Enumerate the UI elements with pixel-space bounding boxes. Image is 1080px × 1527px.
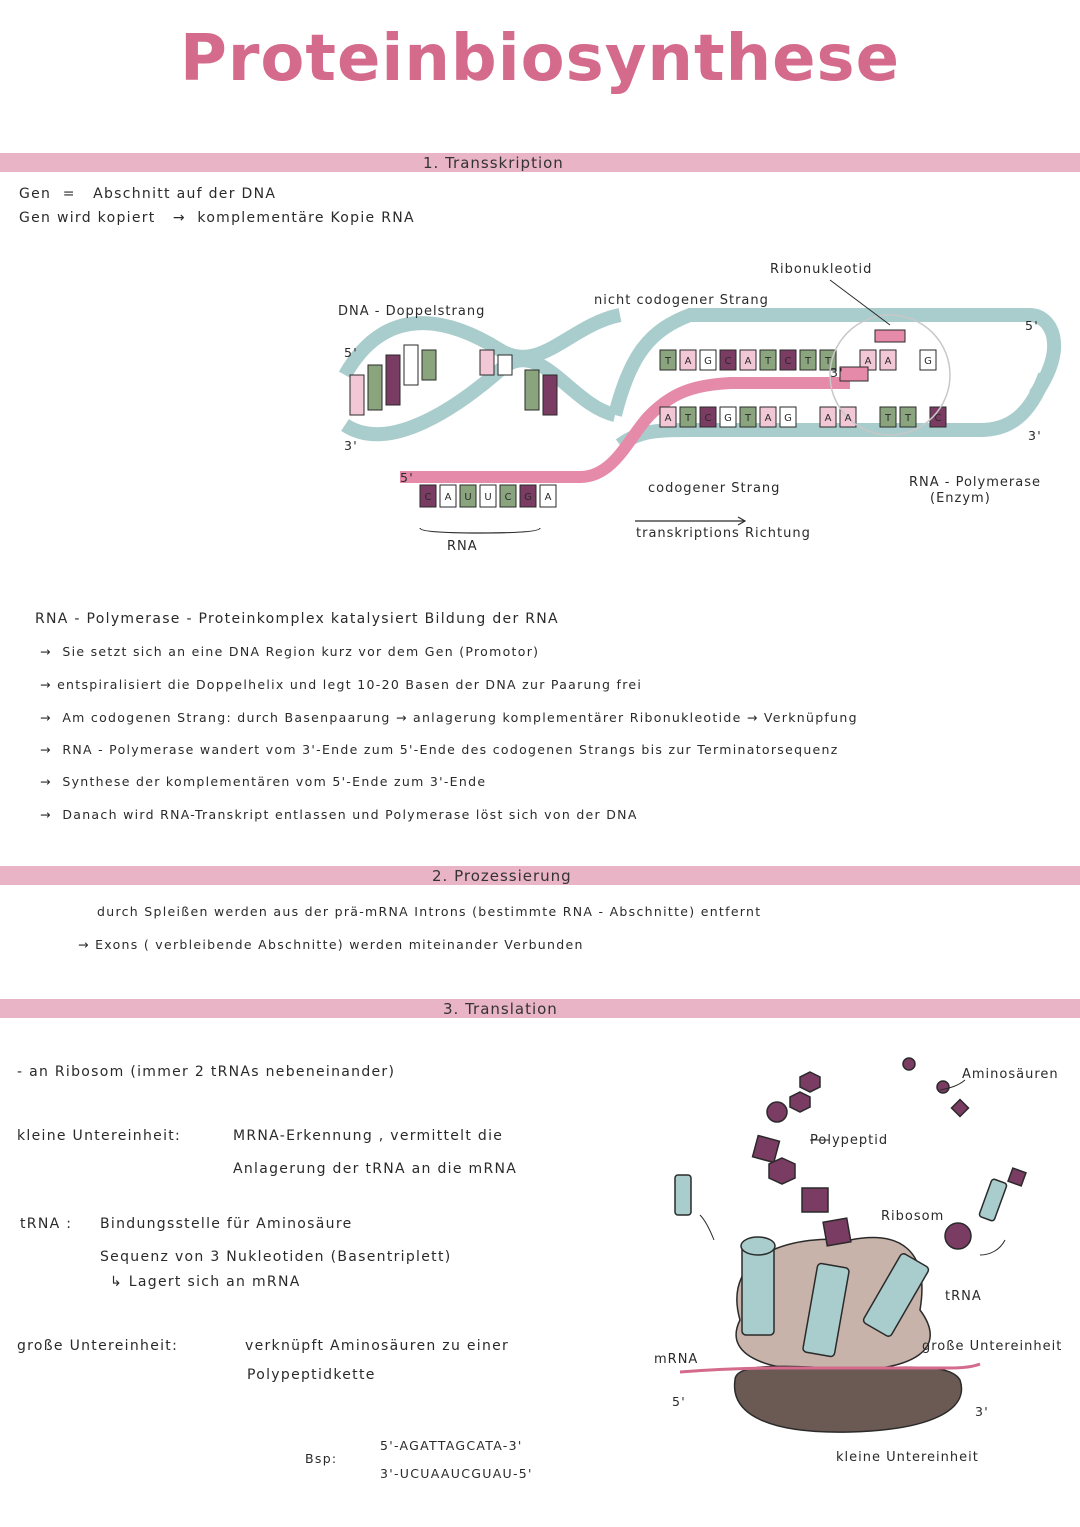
transcription-head: RNA - Polymerase - Proteinkomplex katalysiert Bildung der RNA: [35, 611, 559, 627]
intro-line-2: Gen wird kopiert → komplementäre Kopie RNA: [19, 210, 415, 226]
bottom-base-letter: T: [684, 413, 692, 424]
transcription-item: → Am codogenen Strang: durch Basenpaarung → anlagerung komplementärer Ribonukleotide → Verknüpfung: [40, 710, 858, 725]
trna-label: tRNA :: [20, 1216, 73, 1232]
section-title-prozessierung: 2. Prozessierung: [432, 867, 572, 885]
top-base-letter: T: [804, 356, 812, 367]
top-base-letter: C: [784, 356, 792, 367]
label-ribosom: Ribosom: [881, 1209, 945, 1224]
klein-line-2: Anlagerung der tRNA an die mRNA: [233, 1161, 518, 1177]
label-aminosaeuren: Aminosäuren: [962, 1067, 1059, 1082]
top-base-letter: T: [764, 356, 772, 367]
label-kleine-untereinheit: kleine Untereinheit: [836, 1450, 979, 1465]
bsp-line-1: 5'-AGATTAGCATA-3': [380, 1438, 523, 1453]
top-base-letter: G: [704, 356, 712, 367]
rna-base-letter: U: [484, 492, 492, 503]
top-base-letter: G: [924, 356, 932, 367]
bottom-base-letter: T: [744, 413, 752, 424]
trna-line-2: Sequenz von 3 Nukleotiden (Basentriplett): [100, 1249, 452, 1265]
top-base-letter: T: [664, 356, 672, 367]
page-title: Proteinbiosynthese: [179, 22, 901, 96]
ribosome-diagram: [650, 1050, 1070, 1490]
translation-ribosom: - an Ribosom (immer 2 tRNAs nebeneinander): [17, 1064, 396, 1080]
label-trna: tRNA: [945, 1289, 982, 1304]
bsp-line-2: 3'-UCUAAUCGUAU-5': [380, 1466, 533, 1481]
section-title-translation: 3. Translation: [443, 1000, 558, 1018]
gross-line-1: verknüpft Aminosäuren zu einer: [245, 1338, 510, 1354]
bottom-base-letter: T: [884, 413, 892, 424]
bottom-base-letter: C: [934, 413, 942, 424]
rna-base-letter: C: [424, 492, 432, 503]
label-codogener-strang: codogener Strang: [648, 481, 781, 496]
label-5-left: 5': [344, 345, 358, 360]
rna-base-letter: U: [464, 492, 472, 503]
top-base-letter: A: [744, 356, 752, 367]
top-base-letter: A: [864, 356, 872, 367]
gross-label: große Untereinheit:: [17, 1338, 179, 1354]
bottom-base-letter: A: [764, 413, 772, 424]
transcription-item: → Synthese der komplementären vom 5'-Ende zum 3'-Ende: [40, 774, 487, 789]
label-mrna: mRNA: [654, 1352, 699, 1367]
label-3-mid: 3': [830, 365, 844, 380]
label-rna: RNA: [447, 539, 478, 554]
rna-base-letter: A: [444, 492, 452, 503]
top-base-letter: C: [724, 356, 732, 367]
rna-base-letter: G: [524, 492, 532, 503]
processing-line-1: durch Spleißen werden aus der prä-mRNA Introns (bestimmte RNA - Abschnitte) entfernt: [97, 904, 762, 919]
label-nicht-codogener-strang: nicht codogener Strang: [594, 293, 769, 308]
bottom-base-letter: A: [664, 413, 672, 424]
rna-base-letter: A: [544, 492, 552, 503]
gross-line-2: Polypeptidkette: [247, 1367, 376, 1383]
label-ribonukleotid: Ribonukleotid: [770, 262, 873, 277]
klein-line-1: MRNA-Erkennung , vermittelt die: [233, 1128, 504, 1144]
trna-line-1: Bindungsstelle für Aminosäure: [100, 1216, 353, 1232]
label-enzym: (Enzym): [930, 491, 991, 506]
bottom-base-letter: T: [904, 413, 912, 424]
section-title-transkription: 1. Transskription: [423, 154, 564, 172]
label-rna-polymerase: RNA - Polymerase: [909, 475, 1041, 490]
transcription-item: → Sie setzt sich an eine DNA Region kurz vor dem Gen (Promotor): [40, 644, 540, 659]
top-base-letter: A: [884, 356, 892, 367]
label-3-right: 3': [1028, 428, 1042, 443]
trna-line-3: ↳ Lagert sich an mRNA: [110, 1274, 301, 1290]
transcription-item: → RNA - Polymerase wandert vom 3'-Ende zum 5'-Ende des codogenen Strangs bis zur Terminatorsequenz: [40, 742, 839, 757]
klein-label: kleine Untereinheit:: [17, 1128, 182, 1144]
label-5-rna: 5': [400, 470, 414, 485]
top-base-letter: T: [824, 356, 832, 367]
label-polypeptid: Polypeptid: [810, 1133, 889, 1148]
label-dna-doppelstrang: DNA - Doppelstrang: [338, 304, 486, 319]
top-base-letter: A: [684, 356, 692, 367]
rna-base-letter: C: [504, 492, 512, 503]
label-transkriptions-richtung: transkriptions Richtung: [636, 526, 811, 541]
label-ribosome-3: 3': [975, 1404, 989, 1419]
processing-line-2: → Exons ( verbleibende Abschnitte) werden miteinander Verbunden: [78, 937, 584, 952]
bottom-base-letter: A: [844, 413, 852, 424]
transcription-item: → Danach wird RNA-Transkript entlassen und Polymerase löst sich von der DNA: [40, 807, 638, 822]
bottom-base-letter: A: [824, 413, 832, 424]
transcription-item: → entspiralisiert die Doppelhelix und legt 10-20 Basen der DNA zur Paarung frei: [40, 677, 643, 692]
label-3-left: 3': [344, 438, 358, 453]
label-5-right: 5': [1025, 318, 1039, 333]
bottom-base-letter: G: [724, 413, 732, 424]
intro-line-1: Gen = Abschnitt auf der DNA: [19, 186, 277, 202]
bottom-base-letter: C: [704, 413, 712, 424]
bsp-label: Bsp:: [305, 1451, 338, 1466]
label-ribosome-5: 5': [672, 1394, 686, 1409]
label-grosse-untereinheit: große Untereinheit: [922, 1339, 1063, 1354]
bottom-base-letter: G: [784, 413, 792, 424]
